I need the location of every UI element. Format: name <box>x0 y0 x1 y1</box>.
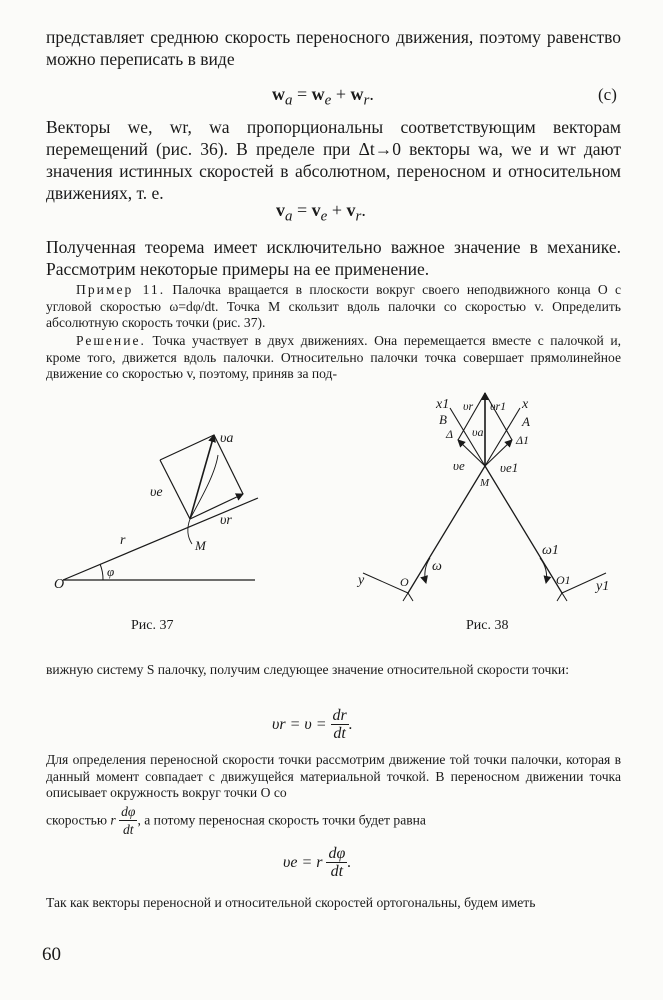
formula-v-lhs: v <box>276 200 285 220</box>
formula-v <box>276 200 366 226</box>
fig37-label-o: O <box>54 577 65 592</box>
fig38-label-va: υa <box>472 425 484 439</box>
paragraph-5-end-den: dt <box>122 822 134 837</box>
fig38-label-y: y <box>358 573 365 588</box>
formula-c-end: . <box>369 84 374 104</box>
fig38-axis-x <box>485 408 520 466</box>
fig38-label-omega1: ω1 <box>542 543 559 558</box>
fig38-label-ve: υe <box>453 458 465 473</box>
formula-c-term2: w <box>350 84 364 104</box>
figure-38 <box>348 388 618 610</box>
formula-vr-den: dt <box>333 725 346 742</box>
formula-ve-num: dφ <box>328 845 346 862</box>
formula-v-eq: = <box>292 200 312 220</box>
formula-v-plus: + <box>327 200 347 220</box>
formula-c-lhs: w <box>272 84 285 104</box>
formula-ve-lhs: υe = r <box>283 854 327 872</box>
fig38-label-a: A <box>522 414 530 429</box>
fig38-label-o1: O1 <box>556 573 571 587</box>
formula-ve-fraction <box>326 846 347 881</box>
fig37-label-va: υa <box>220 431 234 446</box>
figure-37 <box>50 420 280 610</box>
formula-v-lhs-sub: a <box>285 208 293 225</box>
fig38-rod-left <box>408 466 485 593</box>
fig37-vector-va <box>190 435 214 519</box>
formula-ve-den: dt <box>330 863 344 880</box>
fig38-label-m: M <box>480 477 490 489</box>
formula-vr-lhs: υr = υ = <box>272 716 331 734</box>
paragraph-2: Векторы we, wr, wa пропорциональны соответствующим векторам перемещений (рис. 36). В пределе при Δt→0 векторы wa, we и wr дают значения истинных скоростей в абсолютном, переносном и относительном движениях, т. е. <box>46 117 621 203</box>
equation-label-c: (c) <box>598 85 617 104</box>
paragraph-5-end-pre: скоростью <box>46 812 111 828</box>
formula-ve <box>283 846 351 881</box>
formula-c-eq: = <box>292 84 312 104</box>
formula-vr <box>272 708 353 743</box>
formula-v-end: . <box>361 200 366 220</box>
paragraph-5-end-num: dφ <box>121 804 136 819</box>
example-text: Палочка вращается в плоскости вокруг своего неподвижного конца O с угловой скоростью ω=dφ/dt. Точка M скользит вдоль палочки со скоростью v. Определить абсолютную скорость точки (рис. 37). <box>46 282 621 330</box>
paragraph-5-end-fraction <box>119 804 137 839</box>
formula-v-term2-sub: r <box>355 208 362 225</box>
formula-c-plus: + <box>331 84 351 104</box>
formula-vr-end: . <box>348 716 353 734</box>
example-label: Пример 11. <box>76 282 166 297</box>
fig37-trajectory-up <box>190 455 218 519</box>
fig37-label-phi: φ <box>107 564 115 579</box>
formula-c-lhs-sub: a <box>285 92 293 109</box>
fig38-label-vr: υr <box>463 399 474 413</box>
solution-text: Точка участвует в двух движениях. Она перемещается вместе с палочкой и, кроме того, движется вдоль палочки. Относительно палочки точка совершает прямолинейное движение со скоростью v, поэтому, приняв за под- <box>46 333 621 381</box>
fig37-vector-ve <box>160 460 190 519</box>
paragraph-3: Полученная теорема имеет исключительно важное значение в механике. Рассмотрим некоторые примеры на ее применение. <box>46 237 621 279</box>
formula-c-term1-sub: e <box>324 92 332 109</box>
fig38-label-delta1: Δ1 <box>516 433 530 447</box>
fig38-pivot-left <box>403 593 413 601</box>
paragraph-5-end-r: r <box>110 812 116 828</box>
fig38-label-x: x <box>522 397 529 412</box>
fig37-label-ve: υe <box>150 485 163 500</box>
formula-v-term2: v <box>346 200 356 220</box>
fig37-caption: Рис. 37 <box>131 618 174 633</box>
fig37-label-vr: υr <box>220 513 232 528</box>
fig37-rod-line <box>63 498 258 580</box>
fig38-label-b: B <box>439 412 447 427</box>
formula-ve-end: . <box>347 854 352 872</box>
fig38-label-ve1: υe1 <box>500 460 519 475</box>
fig37-angle-arc <box>100 564 103 580</box>
fig37-trajectory-down <box>188 519 192 544</box>
paragraph-1: представляет среднюю скорость переносного движения, поэтому равенство можно переписать в виде <box>46 27 621 69</box>
example-paragraph <box>46 282 621 332</box>
formula-c <box>272 84 374 110</box>
paragraph-5: Для определения переносной скорости точки рассмотрим движение той точки палочки, которая в данный момент совпадает с движущейся материальной точкой. В переносном движении точка описывает окружность вокруг точки O со <box>46 752 621 800</box>
formula-v-term1-sub: e <box>320 208 328 225</box>
fig38-label-y1: y1 <box>596 579 610 594</box>
page-number: 60 <box>42 944 61 965</box>
fig38-arc-omega <box>425 558 430 583</box>
fig38-label-x1: x1 <box>436 397 450 412</box>
formula-c-term1: w <box>311 84 325 104</box>
paragraph-5-end <box>46 804 621 839</box>
fig37-parallelogram-top <box>160 435 214 460</box>
formula-v-term1: v <box>311 200 321 220</box>
fig38-label-vr1: υr1 <box>490 399 507 413</box>
solution-paragraph <box>46 333 621 383</box>
fig37-label-r: r <box>120 533 126 548</box>
fig38-label-delta: Δ <box>446 427 454 441</box>
fig38-caption: Рис. 38 <box>466 618 509 633</box>
formula-c-term2-sub: r <box>363 92 370 109</box>
fig38-rod-right <box>485 466 562 593</box>
formula-vr-fraction <box>331 708 349 743</box>
formula-vr-num: dr <box>332 707 347 724</box>
paragraph-5-end-post: , а потому переносная скорость точки будет равна <box>137 812 426 828</box>
fig37-label-m: M <box>195 538 206 553</box>
fig38-label-o: O <box>400 575 409 589</box>
paragraph-4: вижную систему S палочку, получим следующее значение относительной скорости точки: <box>46 662 569 677</box>
solution-label: Решение. <box>76 333 146 348</box>
fig38-pivot-right <box>557 593 567 601</box>
fig38-label-omega: ω <box>432 559 442 574</box>
paragraph-6: Так как векторы переносной и относительной скоростей ортогональны, будем иметь <box>46 895 536 910</box>
